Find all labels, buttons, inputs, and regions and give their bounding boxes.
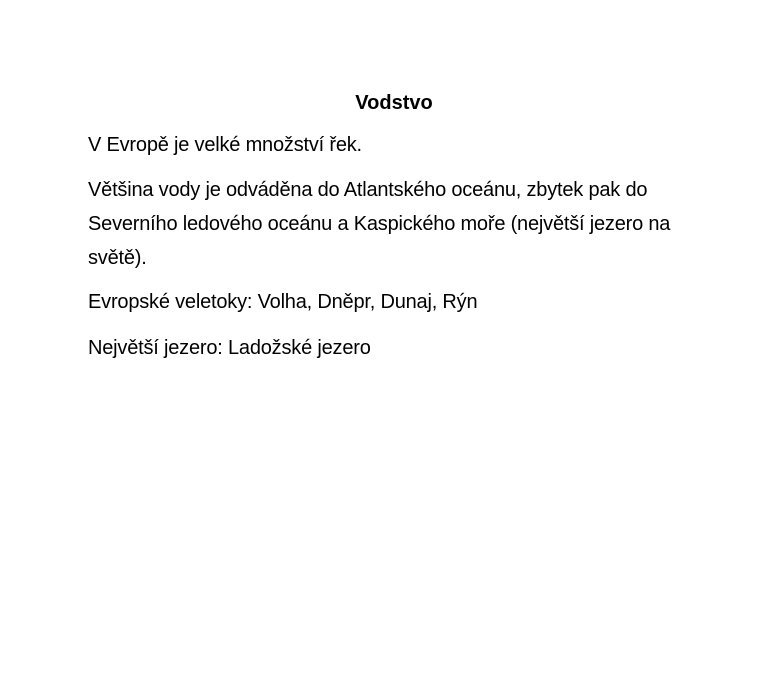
paragraph-rivers-intro: V Evropě je velké množství řek. bbox=[88, 134, 362, 156]
paragraph-drainage: Většina vody je odváděna do Atlantského oceánu, zbytek pak do Severního ledového oceánu a Kaspického moře (největší jezero na světě). bbox=[88, 179, 671, 269]
paragraph-major-rivers: Evropské veletoky: Volha, Dněpr, Dunaj, Rýn bbox=[88, 291, 478, 313]
paragraph-largest-lake: Největší jezero: Ladožské jezero bbox=[88, 337, 371, 359]
document-body bbox=[88, 88, 698, 377]
document-title: Vodstvo bbox=[355, 92, 433, 114]
